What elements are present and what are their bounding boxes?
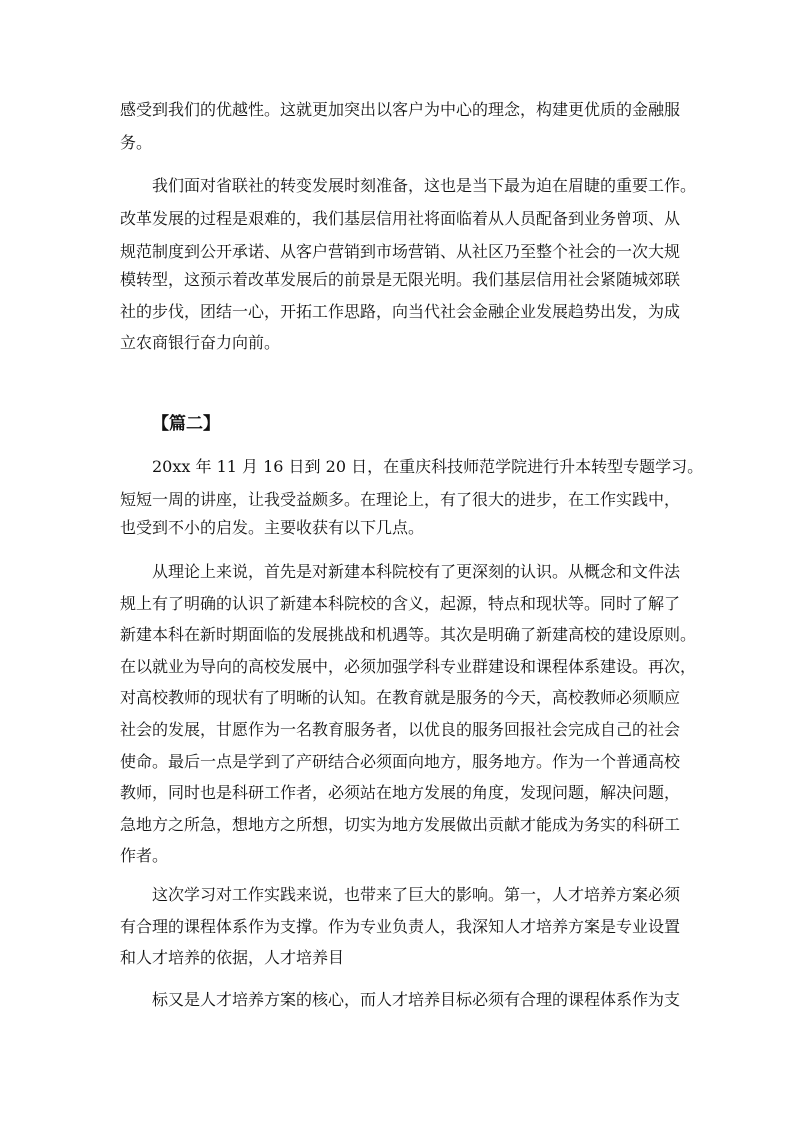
text-line: 和人才培养的依据，人才培养目: [120, 948, 345, 967]
text-line: 改革发展的过程是艰难的，我们基层信用社将面临着从人员配备到业务曾项、从: [120, 209, 681, 228]
text-line: 从理论上来说，首先是对新建本科院校有了更深刻的认识。从概念和文件法: [152, 562, 681, 581]
text-line: 使命。最后一点是学到了产研结合必须面向地方，服务地方。作为一个普通高校: [120, 752, 681, 771]
text-line: 有合理的课程体系作为支撑。作为专业负责人，我深知人才培养方案是专业设置: [120, 917, 681, 936]
text-line: 立农商银行奋力向前。: [120, 333, 281, 352]
text-line: 模转型，这预示着改革发展后的前景是无限光明。我们基层信用社会紧随城郊联: [120, 270, 681, 289]
text-line: 对高校教师的现状有了明晰的认知。在教育就是服务的今天，高校教师必须顺应: [120, 688, 681, 707]
text-line: 也受到不小的启发。主要收获有以下几点。: [120, 518, 425, 537]
text-line: 标又是人才培养方案的核心，而人才培养目标必须有合理的课程体系作为支: [152, 990, 681, 1009]
text-line: 这次学习对工作实践来说，也带来了巨大的影响。第一，人才培养方案必须: [152, 885, 681, 904]
text-line: 短短一周的讲座，让我受益颇多。在理论上，有了很大的进步，在工作实践中，: [120, 490, 681, 509]
text-line: 急地方之所急，想地方之所想，切实为地方发展做出贡献才能成为务实的科研工: [120, 815, 681, 834]
text-line: 在以就业为导向的高校发展中，必须加强学科专业群建设和课程体系建设。再次，: [120, 657, 697, 676]
text-line: 20xx 年 11 月 16 日到 20 日，在重庆科技师范学院进行升本转型专题学习。: [152, 457, 704, 476]
text-line: 社会的发展，甘愿作为一名教育服务者，以优良的服务回报社会完成自己的社会: [120, 720, 681, 739]
text-line: 作者。: [120, 846, 169, 865]
text-line: 规范制度到公开承诺、从客户营销到市场营销、从社区乃至整个社会的一次大规: [120, 242, 681, 261]
text-line: 社的步伐，团结一心，开拓工作思路，向当代社会金融企业发展趋势出发，为成: [120, 302, 681, 321]
text-line: 我们面对省联社的转变发展时刻准备，这也是当下最为迫在眉睫的重要工作。: [152, 176, 697, 195]
text-line: 务。: [120, 133, 153, 152]
section-heading: 【篇二】: [152, 414, 220, 434]
text-line: 新建本科在新时期面临的发展挑战和机遇等。其次是明确了新建高校的建设原则。: [120, 625, 697, 644]
text-line: 感受到我们的优越性。这就更加突出以客户为中心的理念，构建更优质的金融服: [120, 100, 681, 119]
text-line: 教师，同时也是科研工作者，必须站在地方发展的角度，发现问题，解决问题，: [120, 783, 681, 802]
text-line: 规上有了明确的认识了新建本科院校的含义，起源，特点和现状等。同时了解了: [120, 594, 681, 613]
